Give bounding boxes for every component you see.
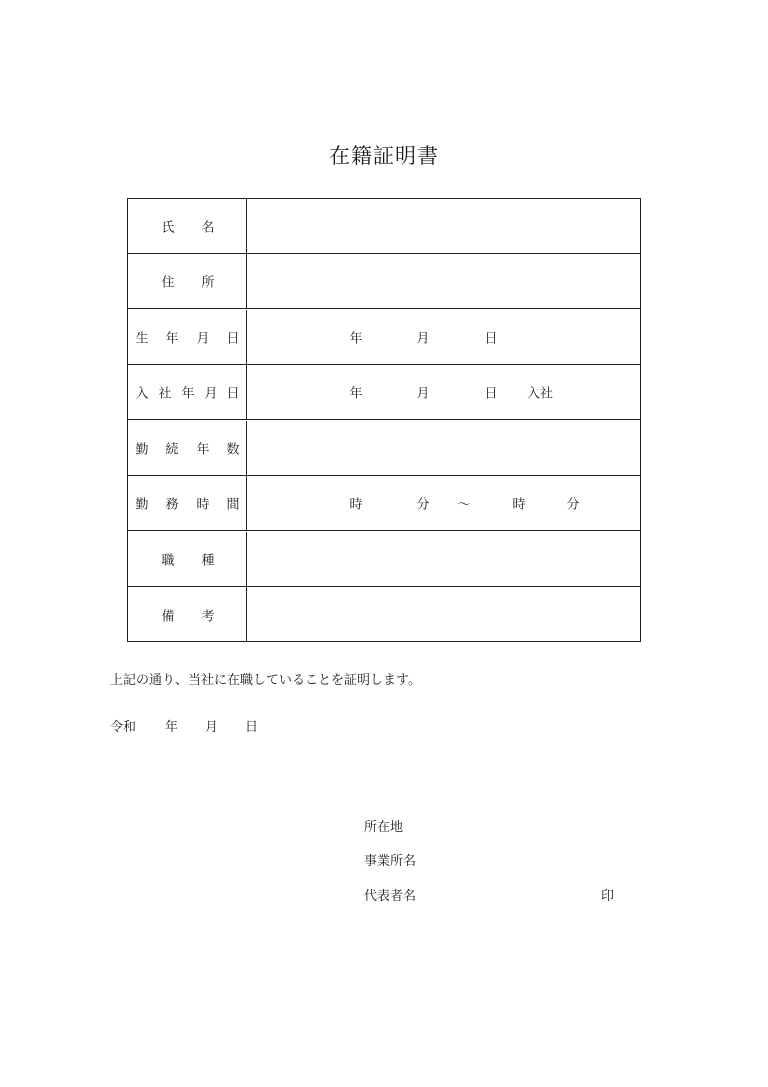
label-birthdate bbox=[128, 310, 247, 364]
label-char: 生 bbox=[135, 331, 149, 347]
start-minute-unit: 分 bbox=[416, 497, 430, 513]
row-address bbox=[128, 254, 640, 309]
label-char: 数 bbox=[226, 442, 240, 458]
range-tilde: ～ bbox=[457, 497, 471, 513]
label-char: 勤 bbox=[135, 497, 149, 513]
label-remarks bbox=[128, 587, 247, 642]
tenure-field[interactable] bbox=[247, 421, 640, 475]
birthdate-year-unit: 年 bbox=[349, 331, 363, 347]
job-type-field[interactable] bbox=[247, 532, 640, 586]
label-char: 年 bbox=[196, 442, 210, 458]
row-working-hours bbox=[128, 476, 640, 531]
hire-day-unit: 日 bbox=[484, 386, 498, 402]
company-label: 事業所名 bbox=[364, 854, 417, 869]
name-field[interactable] bbox=[247, 199, 640, 253]
row-hire-date bbox=[128, 365, 640, 420]
hire-month-unit: 月 bbox=[416, 386, 430, 402]
hire-year-unit: 年 bbox=[349, 386, 363, 402]
label-working-hours bbox=[128, 476, 247, 530]
label-char: 務 bbox=[165, 497, 179, 513]
label-tenure bbox=[128, 421, 247, 475]
document-title: 在籍証明書 bbox=[329, 144, 439, 168]
label-char: 間 bbox=[226, 497, 240, 513]
row-job-type bbox=[128, 532, 640, 587]
label-char: 月 bbox=[196, 331, 210, 347]
address-field[interactable] bbox=[247, 254, 640, 308]
label-char: 月 bbox=[204, 386, 218, 402]
remarks-field[interactable] bbox=[247, 587, 640, 642]
label-name bbox=[128, 199, 247, 253]
birthdate-month-unit: 月 bbox=[416, 331, 430, 347]
date-year-unit: 年 bbox=[165, 720, 179, 735]
label-char: 入 bbox=[135, 386, 149, 402]
label-char: 氏 bbox=[161, 220, 175, 236]
hire-suffix: 入社 bbox=[526, 386, 554, 402]
birthdate-day-unit: 日 bbox=[484, 331, 498, 347]
end-minute-unit: 分 bbox=[566, 497, 580, 513]
label-char: 社 bbox=[158, 386, 172, 402]
label-char: 日 bbox=[226, 331, 240, 347]
label-char: 続 bbox=[165, 442, 179, 458]
row-tenure bbox=[128, 421, 640, 476]
row-name bbox=[128, 199, 640, 254]
certificate-table bbox=[127, 198, 641, 642]
working-hours-field[interactable] bbox=[247, 476, 640, 530]
label-char: 年 bbox=[165, 331, 179, 347]
label-char: 年 bbox=[181, 386, 195, 402]
end-hour-unit: 時 bbox=[512, 497, 526, 513]
date-day-unit: 日 bbox=[245, 720, 259, 735]
label-char: 住 bbox=[161, 275, 175, 291]
label-address bbox=[128, 254, 247, 308]
row-remarks bbox=[128, 587, 640, 642]
label-char: 備 bbox=[161, 609, 175, 624]
representative-label: 代表者名 bbox=[364, 889, 417, 904]
birthdate-field[interactable] bbox=[247, 310, 640, 364]
hire-date-field[interactable] bbox=[247, 365, 640, 419]
label-char: 時 bbox=[196, 497, 210, 513]
label-job-type bbox=[128, 532, 247, 586]
start-hour-unit: 時 bbox=[349, 497, 363, 513]
label-char: 日 bbox=[226, 386, 240, 402]
date-month-unit: 月 bbox=[205, 720, 219, 735]
label-char: 考 bbox=[201, 609, 215, 624]
label-char: 種 bbox=[201, 553, 215, 569]
address-label: 所在地 bbox=[364, 820, 404, 835]
label-hire-date bbox=[128, 365, 247, 419]
label-char: 勤 bbox=[135, 442, 149, 458]
date-era: 令和 bbox=[110, 720, 137, 735]
seal-mark: 印 bbox=[601, 889, 615, 904]
certification-statement: 上記の通り、当社に在職していることを証明します。 bbox=[110, 673, 421, 688]
label-char: 所 bbox=[201, 275, 215, 291]
label-char: 名 bbox=[201, 220, 215, 236]
row-birthdate bbox=[128, 310, 640, 365]
label-char: 職 bbox=[161, 553, 175, 569]
